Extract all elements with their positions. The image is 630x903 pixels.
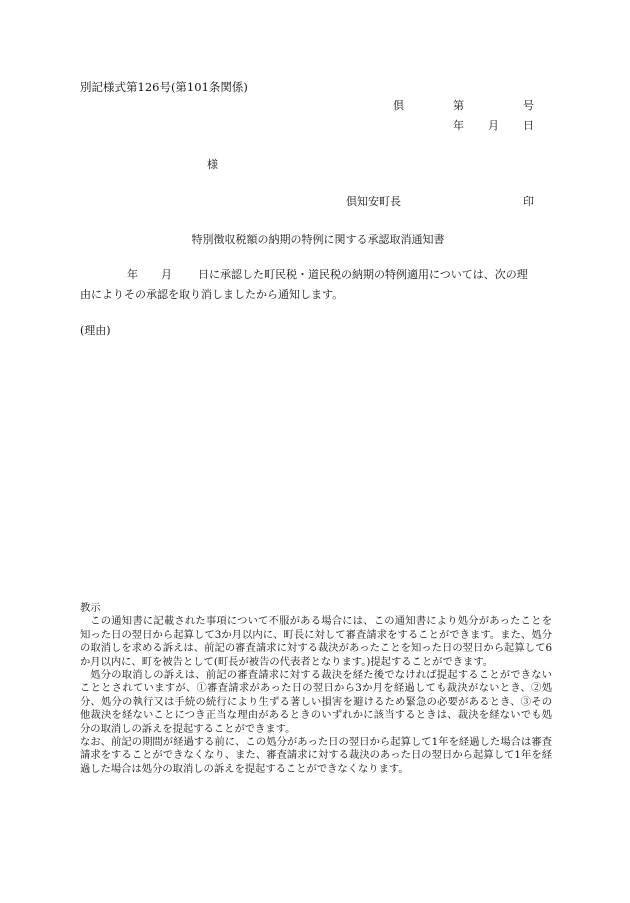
notice-paragraph-2: 処分の取消しの訴えは、前記の審査請求に対する裁決を経た後でなければ提起することができないこととされていますが、①審査請求があった日の翌日から3か月を経過しても裁決がないとき、②処分、処分の執行又は手続の続行により生ずる著しい損害を避けるため緊急の必要があるとき、③その他裁決を経ないことにつき正当な理由があるときのいずれかに該当するときは、裁決を経ないでも処分の取消しの訴えを提起することができます。 bbox=[80, 669, 552, 735]
date-year: 年 bbox=[453, 119, 464, 132]
recipient-suffix: 様 bbox=[207, 158, 218, 171]
date-day: 日 bbox=[523, 119, 534, 132]
doc-number-go: 号 bbox=[523, 99, 534, 112]
body-line1-rest: 日に承認した町民税・道民税の納期の特例適用については、次の理 bbox=[198, 268, 528, 281]
reason-label: (理由) bbox=[80, 324, 111, 337]
body-month: 月 bbox=[161, 268, 172, 281]
notice-section bbox=[80, 602, 552, 776]
body-line2: 由によりその承認を取り消しましたから通知します。 bbox=[80, 288, 344, 301]
date-month: 月 bbox=[488, 119, 499, 132]
issuer-name: 倶知安町長 bbox=[346, 195, 401, 208]
body-year: 年 bbox=[127, 268, 138, 281]
notice-heading: 教示 bbox=[80, 602, 101, 614]
form-header: 別記様式第126号(第101条関係) bbox=[80, 80, 248, 94]
document-title: 特別徴収税額の納期の特例に関する承認取消通知書 bbox=[191, 233, 445, 246]
doc-number-dai: 第 bbox=[453, 99, 464, 112]
issuer-seal: 印 bbox=[523, 195, 534, 208]
notice-paragraph-1: この通知書に記載された事項について不服がある場合には、この通知書により処分があったことを知った日の翌日から起算して3か月以内に、町長に対して審査請求をすることができます。また、処分の取消しを求める訴えは、前記の審査請求に対する裁決があったことを知った日の翌日から起算して6か月以内に、町を被告として(町長が被告の代表者となります。)提起することができます。 bbox=[80, 615, 552, 668]
doc-number-prefix: 倶 bbox=[393, 99, 404, 112]
notice-paragraph-3: なお、前記の期間が経過する前に、この処分があった日の翌日から起算して1年を経過した場合は審査請求をすることができなくなり、また、審査請求に対する裁決のあった日の翌日から起算して1年を経過した場合は処分の取消しの訴えを提起することができなくなります。 bbox=[80, 736, 552, 775]
